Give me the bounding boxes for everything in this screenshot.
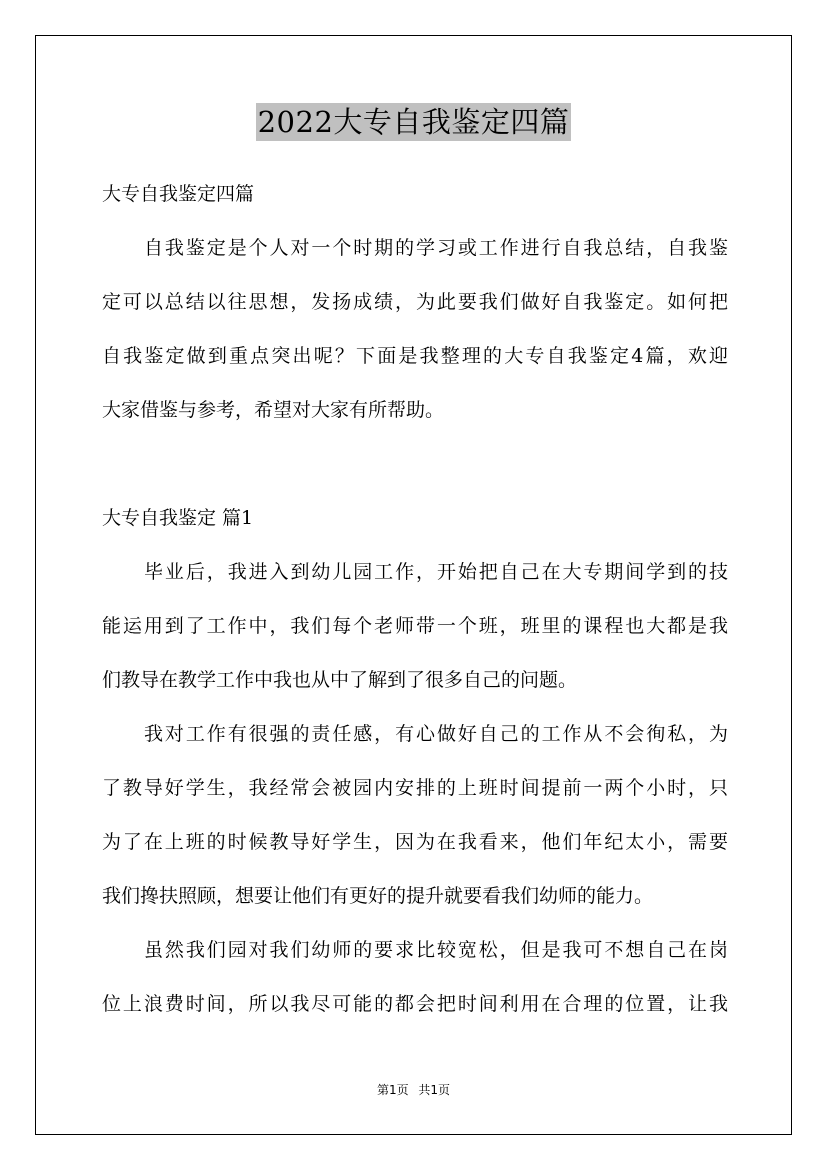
paragraph-line: 了教导好学生，我经常会被园内安排的上班时间提前一两个小时，只 — [102, 777, 728, 799]
document-body — [102, 172, 728, 1036]
paragraph-line: 自我鉴定是个人对一个时期的学习或工作进行自我总结，自我鉴 — [144, 237, 728, 259]
paragraph-line: 大家借鉴与参考，希望对大家有所帮助。 — [102, 399, 445, 421]
page-number: 第1页 — [376, 1083, 409, 1097]
document-title: 2022大专自我鉴定四篇 — [257, 105, 570, 139]
blank-line — [102, 442, 728, 496]
paragraph-line: 自我鉴定做到重点突出呢？下面是我整理的大专自我鉴定4篇，欢迎 — [102, 345, 728, 367]
paragraph-line: 我们搀扶照顾，想要让他们有更好的提升就要看我们幼师的能力。 — [102, 885, 654, 907]
page-total: 共1页 — [418, 1083, 451, 1097]
paragraph-line: 们教导在教学工作中我也从中了解到了很多自己的问题。 — [102, 669, 578, 691]
page-footer — [0, 1082, 827, 1098]
paragraph-line: 能运用到了工作中，我们每个老师带一个班，班里的课程也大都是我 — [102, 615, 728, 637]
paragraph-line: 为了在上班的时候教导好学生，因为在我看来，他们年纪太小，需要 — [102, 831, 728, 853]
paragraph-line: 我对工作有很强的责任感，有心做好自己的工作从不会徇私，为 — [144, 723, 728, 745]
paragraph-line: 虽然我们园对我们幼师的要求比较宽松，但是我可不想自己在岗 — [144, 939, 728, 961]
paragraph-line: 定可以总结以往思想，发扬成绩，为此要我们做好自我鉴定。如何把 — [102, 291, 728, 313]
paragraph-line: 毕业后，我进入到幼儿园工作，开始把自己在大专期间学到的技 — [144, 561, 728, 583]
section-heading: 大专自我鉴定 篇1 — [102, 507, 254, 529]
section-heading: 大专自我鉴定四篇 — [102, 183, 255, 205]
paragraph-line: 位上浪费时间，所以我尽可能的都会把时间利用在合理的位置，让我 — [102, 993, 728, 1015]
title-container — [0, 103, 827, 141]
